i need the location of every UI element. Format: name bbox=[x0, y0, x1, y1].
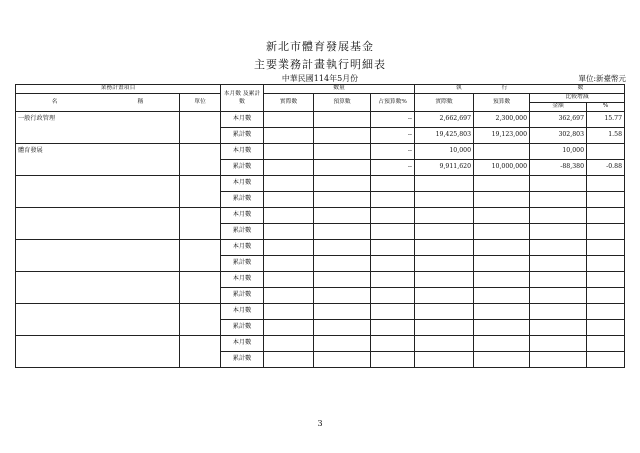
cell-budget bbox=[474, 272, 530, 288]
row-label-cumulative: 累計數 bbox=[221, 192, 264, 208]
cell-q-actual bbox=[264, 320, 314, 336]
cell-budget bbox=[474, 304, 530, 320]
row-name bbox=[16, 304, 180, 336]
cell-q-pct bbox=[371, 304, 415, 320]
cell-q-actual bbox=[264, 144, 314, 160]
cell-diff bbox=[530, 352, 587, 368]
cell-diff: 10,000 bbox=[530, 144, 587, 160]
cell-q-budget bbox=[314, 352, 371, 368]
cell-q-budget bbox=[314, 256, 371, 272]
row-unit bbox=[180, 176, 221, 208]
header-q-budget: 預算數 bbox=[314, 94, 371, 112]
cell-budget: 10,000,000 bbox=[474, 160, 530, 176]
row-name bbox=[16, 208, 180, 240]
cell-diff-pct: 15.77 bbox=[587, 112, 625, 128]
table-body bbox=[16, 112, 625, 368]
row-label-cumulative: 累計數 bbox=[221, 352, 264, 368]
row-label-cumulative: 累計數 bbox=[221, 320, 264, 336]
cell-q-pct bbox=[371, 256, 415, 272]
table-row bbox=[16, 336, 625, 352]
row-name bbox=[16, 240, 180, 272]
cell-q-budget bbox=[314, 272, 371, 288]
cell-q-actual bbox=[264, 288, 314, 304]
header-q-actual: 實際數 bbox=[264, 94, 314, 112]
cell-q-actual bbox=[264, 352, 314, 368]
cell-diff bbox=[530, 192, 587, 208]
row-label-month: 本月數 bbox=[221, 208, 264, 224]
cell-budget bbox=[474, 352, 530, 368]
cell-budget bbox=[474, 240, 530, 256]
cell-diff: 362,697 bbox=[530, 112, 587, 128]
header-q-pct: 占預算數% bbox=[371, 94, 415, 112]
cell-diff bbox=[530, 176, 587, 192]
cell-q-budget bbox=[314, 336, 371, 352]
cell-q-actual bbox=[264, 112, 314, 128]
cell-q-pct bbox=[371, 336, 415, 352]
header-exec-2: 行 bbox=[501, 85, 508, 92]
cell-actual bbox=[415, 336, 474, 352]
row-unit bbox=[180, 304, 221, 336]
row-name: 體育發展 bbox=[16, 144, 180, 176]
cell-diff bbox=[530, 224, 587, 240]
cell-q-budget bbox=[314, 112, 371, 128]
cell-actual bbox=[415, 352, 474, 368]
cell-q-pct bbox=[371, 240, 415, 256]
cell-diff bbox=[530, 256, 587, 272]
row-label-cumulative: 累計數 bbox=[221, 160, 264, 176]
cell-actual: 10,000 bbox=[415, 144, 474, 160]
org-title: 新北市體育發展基金 bbox=[266, 40, 374, 53]
cell-budget bbox=[474, 288, 530, 304]
cell-q-actual bbox=[264, 224, 314, 240]
cell-actual: 2,662,697 bbox=[415, 112, 474, 128]
cell-budget: 2,300,000 bbox=[474, 112, 530, 128]
table-row bbox=[16, 304, 625, 320]
table-row bbox=[16, 272, 625, 288]
row-unit bbox=[180, 144, 221, 176]
row-unit bbox=[180, 112, 221, 144]
cell-diff bbox=[530, 208, 587, 224]
cell-actual: 19,425,803 bbox=[415, 128, 474, 144]
cell-actual: 9,911,620 bbox=[415, 160, 474, 176]
row-label-month: 本月數 bbox=[221, 112, 264, 128]
cell-diff-pct: 1.58 bbox=[587, 128, 625, 144]
header-execution bbox=[415, 85, 625, 94]
cell-diff-pct bbox=[587, 336, 625, 352]
cell-q-budget bbox=[314, 192, 371, 208]
header-percent: % bbox=[587, 103, 625, 112]
cell-diff-pct bbox=[587, 208, 625, 224]
cell-budget bbox=[474, 208, 530, 224]
cell-q-pct bbox=[371, 224, 415, 240]
cell-actual bbox=[415, 176, 474, 192]
cell-actual bbox=[415, 256, 474, 272]
header-month-cum: 本月數 及累計數 bbox=[221, 85, 264, 112]
cell-q-pct: -- bbox=[371, 160, 415, 176]
cell-actual bbox=[415, 240, 474, 256]
cell-q-actual bbox=[264, 336, 314, 352]
cell-diff-pct bbox=[587, 224, 625, 240]
table-row bbox=[16, 176, 625, 192]
table-row bbox=[16, 208, 625, 224]
cell-diff: 302,803 bbox=[530, 128, 587, 144]
row-label-month: 本月數 bbox=[221, 336, 264, 352]
cell-actual bbox=[415, 304, 474, 320]
cell-actual bbox=[415, 192, 474, 208]
cell-budget bbox=[474, 144, 530, 160]
cell-q-budget bbox=[314, 240, 371, 256]
header-exec-3: 數 bbox=[577, 85, 584, 92]
cell-diff-pct: -0.88 bbox=[587, 160, 625, 176]
cell-diff-pct bbox=[587, 192, 625, 208]
table-row bbox=[16, 240, 625, 256]
cell-q-budget bbox=[314, 320, 371, 336]
cell-q-budget bbox=[314, 128, 371, 144]
page-number: 3 bbox=[317, 419, 323, 428]
cell-q-pct: -- bbox=[371, 112, 415, 128]
row-name bbox=[16, 336, 180, 368]
cell-q-budget bbox=[314, 288, 371, 304]
cell-q-actual bbox=[264, 304, 314, 320]
cell-q-budget bbox=[314, 144, 371, 160]
cell-q-actual bbox=[264, 272, 314, 288]
cell-budget bbox=[474, 224, 530, 240]
cell-q-budget bbox=[314, 304, 371, 320]
cell-q-pct bbox=[371, 288, 415, 304]
cell-q-actual bbox=[264, 256, 314, 272]
cell-diff bbox=[530, 272, 587, 288]
row-label-month: 本月數 bbox=[221, 272, 264, 288]
cell-q-actual bbox=[264, 240, 314, 256]
table-row bbox=[16, 112, 625, 128]
cell-q-budget bbox=[314, 176, 371, 192]
cell-diff-pct bbox=[587, 240, 625, 256]
cell-q-pct bbox=[371, 208, 415, 224]
row-label-month: 本月數 bbox=[221, 144, 264, 160]
cell-budget bbox=[474, 336, 530, 352]
row-label-month: 本月數 bbox=[221, 176, 264, 192]
cell-diff-pct bbox=[587, 256, 625, 272]
cell-q-actual bbox=[264, 208, 314, 224]
header-name bbox=[16, 94, 180, 112]
table-row bbox=[16, 144, 625, 160]
cell-actual bbox=[415, 320, 474, 336]
cell-budget bbox=[474, 256, 530, 272]
cell-q-pct bbox=[371, 352, 415, 368]
cell-diff bbox=[530, 336, 587, 352]
cell-actual bbox=[415, 224, 474, 240]
row-label-cumulative: 累計數 bbox=[221, 128, 264, 144]
cell-diff-pct bbox=[587, 176, 625, 192]
header-budget: 預算數 bbox=[474, 94, 530, 112]
unit-label: 單位:新臺幣元 bbox=[578, 74, 626, 83]
row-unit bbox=[180, 240, 221, 272]
row-label-cumulative: 累計數 bbox=[221, 224, 264, 240]
cell-diff bbox=[530, 304, 587, 320]
row-label-cumulative: 累計數 bbox=[221, 256, 264, 272]
row-label-month: 本月數 bbox=[221, 240, 264, 256]
cell-diff-pct bbox=[587, 304, 625, 320]
cell-q-pct: -- bbox=[371, 144, 415, 160]
cell-actual bbox=[415, 272, 474, 288]
header-actual: 實際數 bbox=[415, 94, 474, 112]
report-title: 主要業務計畫執行明細表 bbox=[254, 58, 386, 71]
header-exec-1: 執 bbox=[455, 85, 462, 92]
row-label-cumulative: 累計數 bbox=[221, 288, 264, 304]
cell-actual bbox=[415, 288, 474, 304]
cell-diff-pct bbox=[587, 144, 625, 160]
cell-diff-pct bbox=[587, 352, 625, 368]
cell-budget bbox=[474, 320, 530, 336]
cell-diff: -88,380 bbox=[530, 160, 587, 176]
cell-diff-pct bbox=[587, 288, 625, 304]
cell-budget bbox=[474, 176, 530, 192]
header-amount: 金額 bbox=[530, 103, 587, 112]
cell-diff-pct bbox=[587, 272, 625, 288]
header-quantity: 數量 bbox=[264, 85, 415, 94]
row-name bbox=[16, 272, 180, 304]
cell-q-actual bbox=[264, 192, 314, 208]
cell-q-pct bbox=[371, 272, 415, 288]
row-unit bbox=[180, 272, 221, 304]
cell-q-pct bbox=[371, 320, 415, 336]
cell-q-budget bbox=[314, 160, 371, 176]
cell-q-actual bbox=[264, 128, 314, 144]
detail-table bbox=[15, 84, 625, 368]
cell-diff bbox=[530, 320, 587, 336]
cell-q-budget bbox=[314, 224, 371, 240]
header-plan-item: 業務計畫項目 bbox=[16, 85, 221, 94]
cell-q-pct bbox=[371, 176, 415, 192]
row-unit bbox=[180, 336, 221, 368]
report-period: 中華民國114年5月份 bbox=[281, 74, 359, 83]
cell-diff bbox=[530, 240, 587, 256]
cell-q-pct bbox=[371, 192, 415, 208]
header-name-2: 稱 bbox=[137, 98, 144, 105]
row-name: 一般行政管理 bbox=[16, 112, 180, 144]
cell-q-budget bbox=[314, 208, 371, 224]
row-label-month: 本月數 bbox=[221, 304, 264, 320]
cell-actual bbox=[415, 208, 474, 224]
header-name-1: 名 bbox=[51, 98, 58, 105]
row-name bbox=[16, 176, 180, 208]
cell-budget: 19,123,000 bbox=[474, 128, 530, 144]
cell-q-actual bbox=[264, 160, 314, 176]
header-compare: 比較增減 bbox=[530, 94, 625, 103]
cell-budget bbox=[474, 192, 530, 208]
cell-diff bbox=[530, 288, 587, 304]
header-unit: 單位 bbox=[180, 94, 221, 112]
cell-q-actual bbox=[264, 176, 314, 192]
cell-diff-pct bbox=[587, 320, 625, 336]
row-unit bbox=[180, 208, 221, 240]
cell-q-pct: -- bbox=[371, 128, 415, 144]
